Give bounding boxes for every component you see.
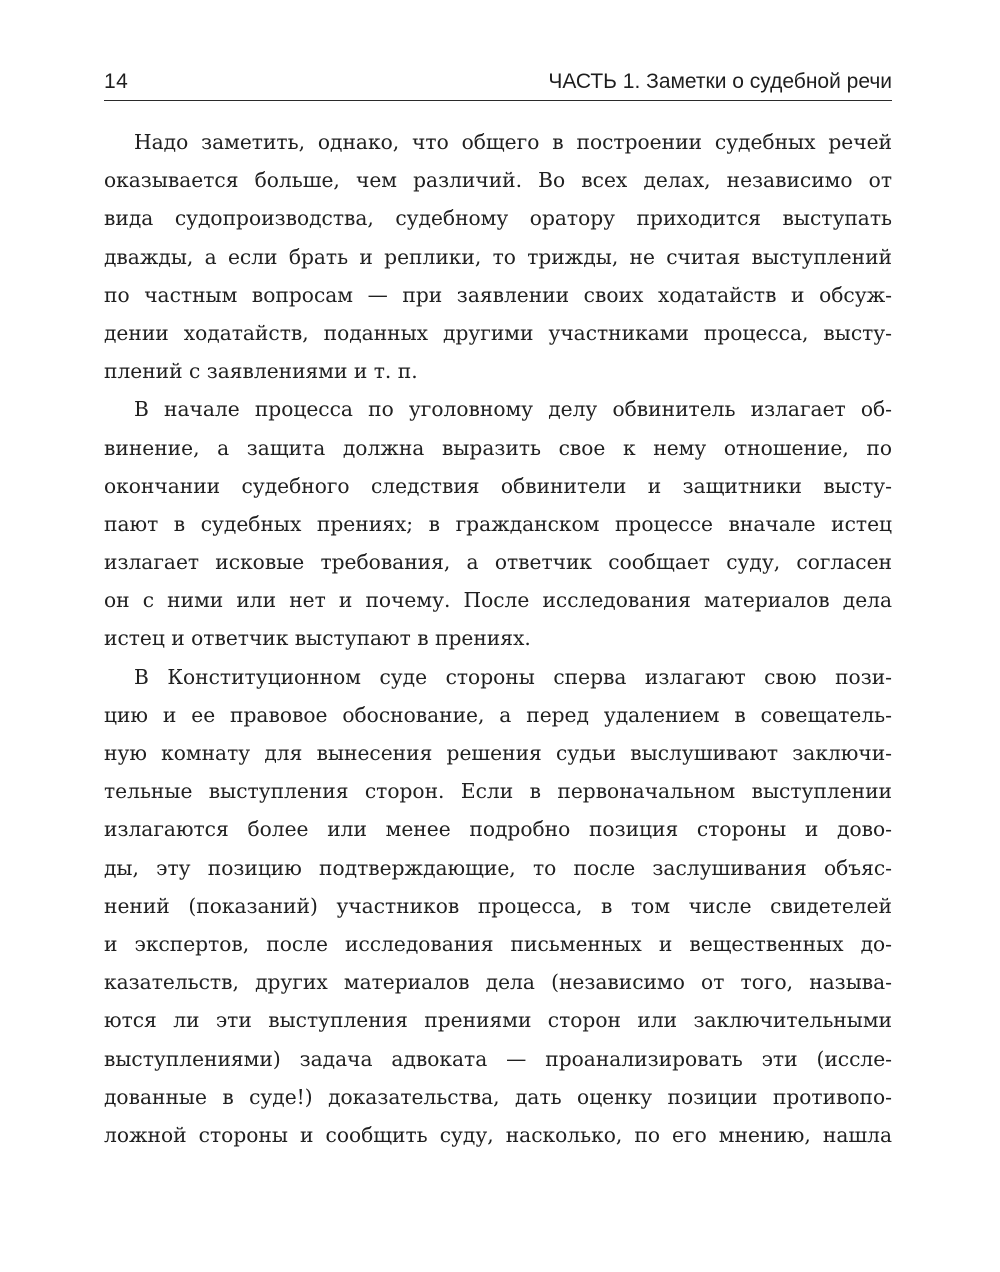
text-line: по частным вопросам — при заявлении своих ходатайств и обсуж- [104,282,892,307]
text-line: ются ли эти выступления прениями сторон или заключительными [104,1008,892,1033]
text-line: дении ходатайств, поданных другими участниками процесса, высту- [104,320,892,345]
text-line: ды, эту позицию подтверждающие, то после заслушивания объяс- [104,855,892,880]
text-line: В Конституционном суде стороны сперва излагают свою пози- [134,664,892,689]
text-line: тельные выступления сторон. Если в первоначальном выступлении [104,779,892,804]
text-line: нений (показаний) участников процесса, в том числе свидетелей [104,893,892,918]
text-line: цию и ее правовое обоснование, а перед удалением в совещатель- [104,702,892,727]
text-line: вида судопроизводства, судебному оратору приходится выступать [104,206,892,231]
text-line: Надо заметить, однако, что общего в построении судебных речей [134,130,892,154]
text-line: дованные в суде!) доказательства, дать оценку позиции противопо- [104,1084,892,1109]
text-line: истец и ответчик выступают в прениях. [104,626,531,651]
text-line: В начале процесса по уголовному делу обвинитель излагает об- [134,397,892,422]
text-line: ную комнату для вынесения решения судьи выслушивают заключи- [104,741,892,765]
paragraph-3 [104,658,892,1154]
paragraph-1 [104,123,892,390]
text-line: излагает исковые требования, а ответчик сообщает суду, согласен [104,550,892,575]
text-line: излагаются более или менее подробно позиция стороны и дово- [104,817,892,842]
text-line: окончании судебного следствия обвинители и защитники высту- [104,473,892,498]
text-line: он с ними или нет и почему. После исследования материалов дела [104,588,892,613]
text-line: оказывается больше, чем различий. Во всех делах, независимо от [104,168,892,193]
text-line: плений с заявлениями и т. п. [104,359,418,384]
text-line: винение, а защита должна выразить свое к нему отношение, по [104,435,892,460]
paragraph-2 [104,390,892,657]
page-number: 14 [104,70,129,93]
text-line: казательств, других материалов дела (независимо от того, называ- [104,970,892,995]
text-line: дважды, а если брать и реплики, то трижды, не считая выступлений [104,244,892,269]
chapter-title: ЧАСТЬ 1. Заметки о судебной речи [548,70,892,93]
text-line: и экспертов, после исследования письменных и вещественных до- [104,931,892,956]
body-text [104,123,892,1154]
text-line: пают в судебных прениях; в гражданском процессе вначале истец [104,511,892,536]
text-line: выступлениями) задача адвоката — проанализировать эти (иссле- [104,1046,892,1071]
text-line: ложной стороны и сообщить суду, насколько, по его мнению, нашла [104,1122,892,1147]
running-header [104,66,892,101]
